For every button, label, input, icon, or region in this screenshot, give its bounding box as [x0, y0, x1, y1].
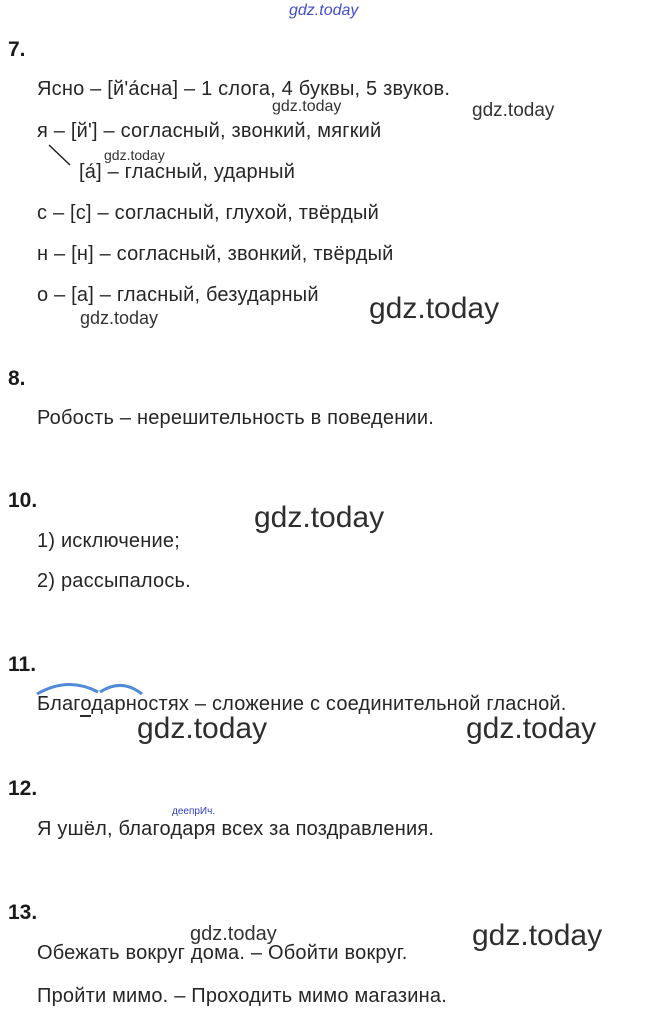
- watermark: gdz.today: [466, 712, 597, 745]
- task-13-line-1: Обежать вокруг дома. – Обойти вокруг.: [37, 942, 408, 964]
- task-7-line-3: [а́] – гласный, ударный: [79, 161, 296, 183]
- participle-note: деепрИч.: [172, 806, 216, 817]
- task-7-line-4: с – [с] – согласный, глухой, твёрдый: [37, 202, 379, 224]
- watermark: gdz.today: [369, 292, 500, 325]
- task-10-line-1: 1) исключение;: [37, 530, 180, 552]
- watermark: gdz.today: [254, 501, 385, 534]
- watermark: gdz.today: [80, 308, 159, 328]
- task-7-line-2: я – [й'] – согласный, звонкий, мягкий: [37, 120, 382, 142]
- watermark: gdz.today: [272, 98, 342, 115]
- task-8-number: 8.: [8, 367, 26, 390]
- branch-line: [46, 142, 74, 168]
- task-7-line-6: о – [а] – гласный, безударный: [37, 284, 319, 306]
- task-10-line-2: 2) рассыпалось.: [37, 570, 191, 592]
- task-13-number: 13.: [8, 901, 38, 924]
- watermark: gdz.today: [137, 712, 268, 745]
- watermark: gdz.today: [190, 923, 277, 945]
- connecting-vowel: о: [80, 693, 92, 715]
- task-8-line-1: Робость – нерешительность в поведении.: [37, 407, 434, 429]
- task-11-number: 11.: [8, 653, 37, 676]
- word-part-1: Благ: [37, 693, 81, 715]
- word-part-2: дарностях: [91, 693, 190, 715]
- task-13-line-2: Пройти мимо. – Проходить мимо магазина.: [37, 985, 447, 1007]
- task-10-number: 10.: [8, 489, 38, 512]
- task-12-line-1: Я ушёл, благодаря всех за поздравления.: [37, 818, 435, 840]
- watermark: gdz.today: [472, 919, 603, 952]
- task-7-line-5: н – [н] – согласный, звонкий, твёрдый: [37, 243, 394, 265]
- task-7-line-1: Ясно – [й'а́сна] – 1 слога, 4 буквы, 5 звуков.: [37, 78, 451, 100]
- watermark: gdz.today: [472, 100, 555, 121]
- watermark: gdz.today: [104, 147, 165, 163]
- watermark-top: gdz.today: [289, 2, 359, 19]
- task-11-rest: – сложение с соединительной гласной.: [189, 693, 567, 715]
- task-12-number: 12.: [8, 777, 38, 800]
- task-7-number: 7.: [8, 38, 26, 61]
